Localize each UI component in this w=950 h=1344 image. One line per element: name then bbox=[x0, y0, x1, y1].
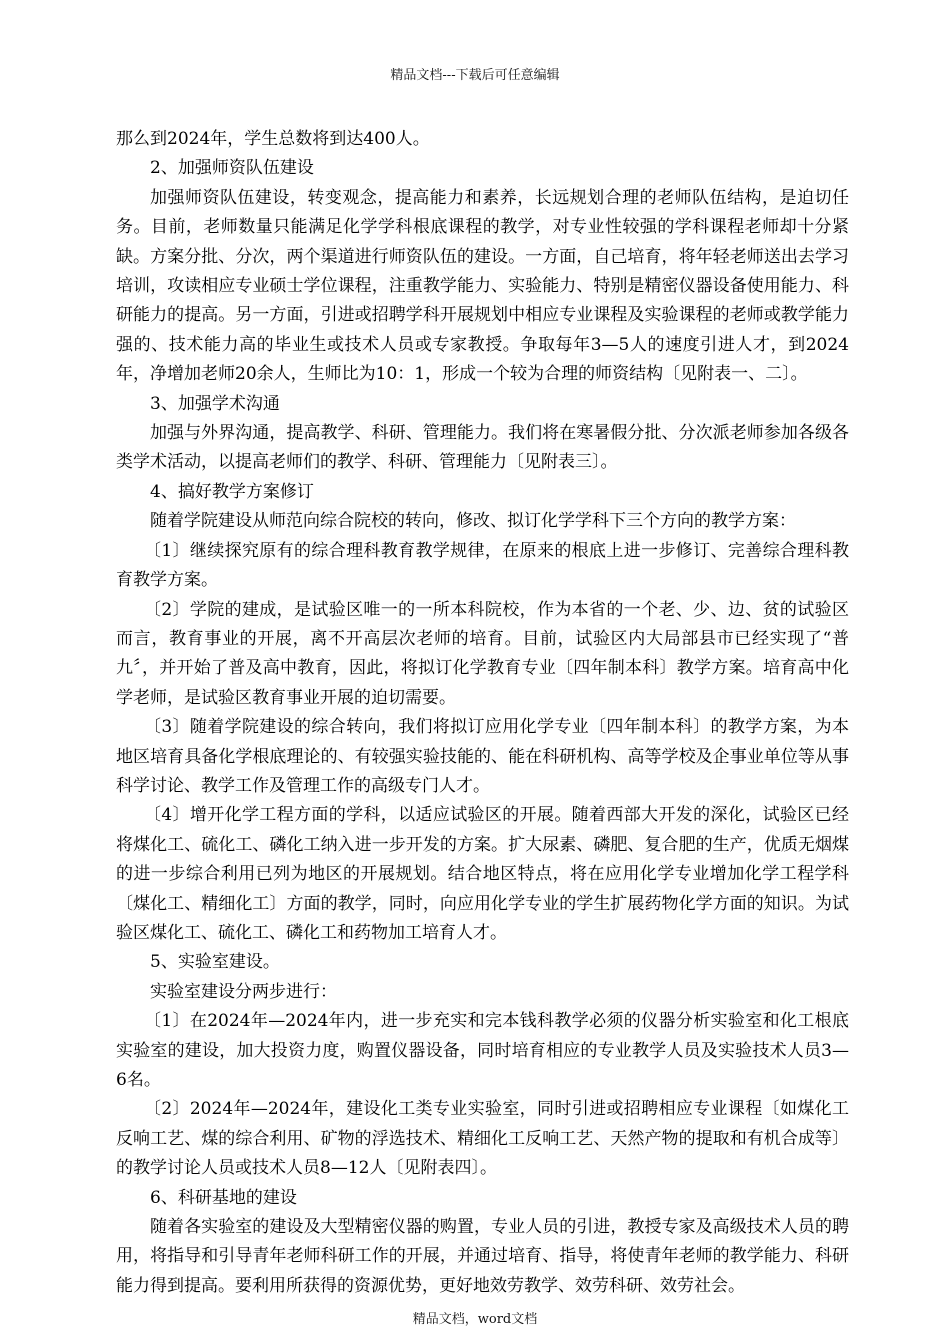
list-item: 〔1〕继续探究原有的综合理科教育教学规律，在原来的根底上进一步修订、完善综合理科教育教学方案。 bbox=[116, 540, 849, 591]
page-footer: 精品文档，word文档 bbox=[412, 1312, 538, 1327]
list-item: 〔4〕增开化学工程方面的学科，以适应试验区的开展。随着西部大开发的深化，试验区已经将煤化工、硫化工、磷化工纳入进一步开发的方案。扩大尿素、磷肥、复合肥的生产，优质无烟煤的进一步综合利用已列为地区的开展规划。结合地区特点，将在应用化学专业增加化学工程学科〔煤化工、精细化工〕方面的教学，同时，向应用化学专业的学生扩展药物化学方面的知识。为试验区煤化工、硫化工、磷化工和药物加工培育人才。 bbox=[116, 805, 849, 943]
list-item: 〔2〕2024年—2024年，建设化工类专业实验室，同时引进或招聘相应专业课程〔如煤化工反响工艺、煤的综合利用、矿物的浮选技术、精细化工反响工艺、天然产物的提取和有机合成等〕的教学讨论人员或技术人员8—12人〔见附表四〕。 bbox=[116, 1099, 849, 1179]
list-item: 〔3〕随着学院建设的综合转向，我们将拟订应用化学专业〔四年制本科〕的教学方案，为本地区培育具备化学根底理论的、有较强实验技能的、能在科研机构、高等学校及企事业单位等从事科学讨论、教学工作及管理工作的高级专门人才。 bbox=[116, 717, 849, 796]
body-paragraph: 实验室建设分两步进行： bbox=[150, 981, 337, 1002]
body-text: 那么到2024年，学生总数将到达400人。 bbox=[116, 129, 430, 149]
body-paragraph: 随着各实验室的建设及大型精密仪器的购置，专业人员的引进，教授专家及高级技术人员的聘用，将指导和引导青年老师科研工作的开展，并通过培育、指导，将使青年老师的教学能力、科研能力得到提高。要利用所获得的资源优势，更好地效劳教学、效劳科研、效劳社会。 bbox=[116, 1217, 849, 1296]
section-heading: 2、加强师资队伍建设 bbox=[150, 158, 314, 179]
section-heading: 3、加强学术沟通 bbox=[150, 393, 280, 414]
body-paragraph: 加强与外界沟通，提高教学、科研、管理能力。我们将在寒暑假分批、分次派老师参加各级各类学术活动，以提高老师们的教学、科研、管理能力〔见附表三〕。 bbox=[116, 423, 849, 473]
section-heading: 5、实验室建设。 bbox=[150, 952, 280, 973]
body-paragraph: 加强师资队伍建设，转变观念，提高能力和素养，长远规划合理的老师队伍结构，是迫切任务。目前，老师数量只能满足化学学科根底课程的教学，对专业性较强的学科课程老师却十分紧缺。方案分批、分次，两个渠道进行师资队伍的建设。一方面，自己培育，将年轻老师送出去学习培训，攻读相应专业硕士学位课程，注重教学能力、实验能力、特别是精密仪器设备使用能力、科研能力的提高。另一方面，引进或招聘学科开展规划中相应专业课程及实验课程的老师或教学能力强的、技术能力高的毕业生或技术人员或专家教授。争取每年3—5人的速度引进人才，到2024年，净增加老师20余人，生师比为10：1，形成一个较为合理的师资结构〔见附表一、二〕。 bbox=[116, 187, 849, 385]
page-header: 精品文档---下载后可任意编辑 bbox=[390, 68, 560, 83]
section-heading: 6、科研基地的建设 bbox=[150, 1187, 297, 1208]
body-paragraph: 随着学院建设从师范向综合院校的转向，修改、拟订化学学科下三个方向的教学方案： bbox=[150, 511, 796, 532]
list-item: 〔2〕学院的建成，是试验区唯一的一所本科院校，作为本省的一个老、少、边、贫的试验区而言，教育事业的开展，离不开高层次老师的培育。目前，试验区内大局部县市已经实现了“普九〞，并开始了普及高中教育，因此，将拟订化学教育专业〔四年制本科〕教学方案。培育高中化学老师，是试验区教育事业开展的迫切需要。 bbox=[116, 599, 849, 708]
section-heading: 4、搞好教学方案修订 bbox=[150, 481, 314, 502]
document-body bbox=[116, 125, 849, 1301]
list-item: 〔1〕在2024年—2024年内，进一步充实和完本钱科教学必须的仪器分析实验室和化工根底实验室的建设，加大投资力度，购置仪器设备，同时培育相应的专业教学人员及实验技术人员3—6名。 bbox=[116, 1011, 849, 1090]
